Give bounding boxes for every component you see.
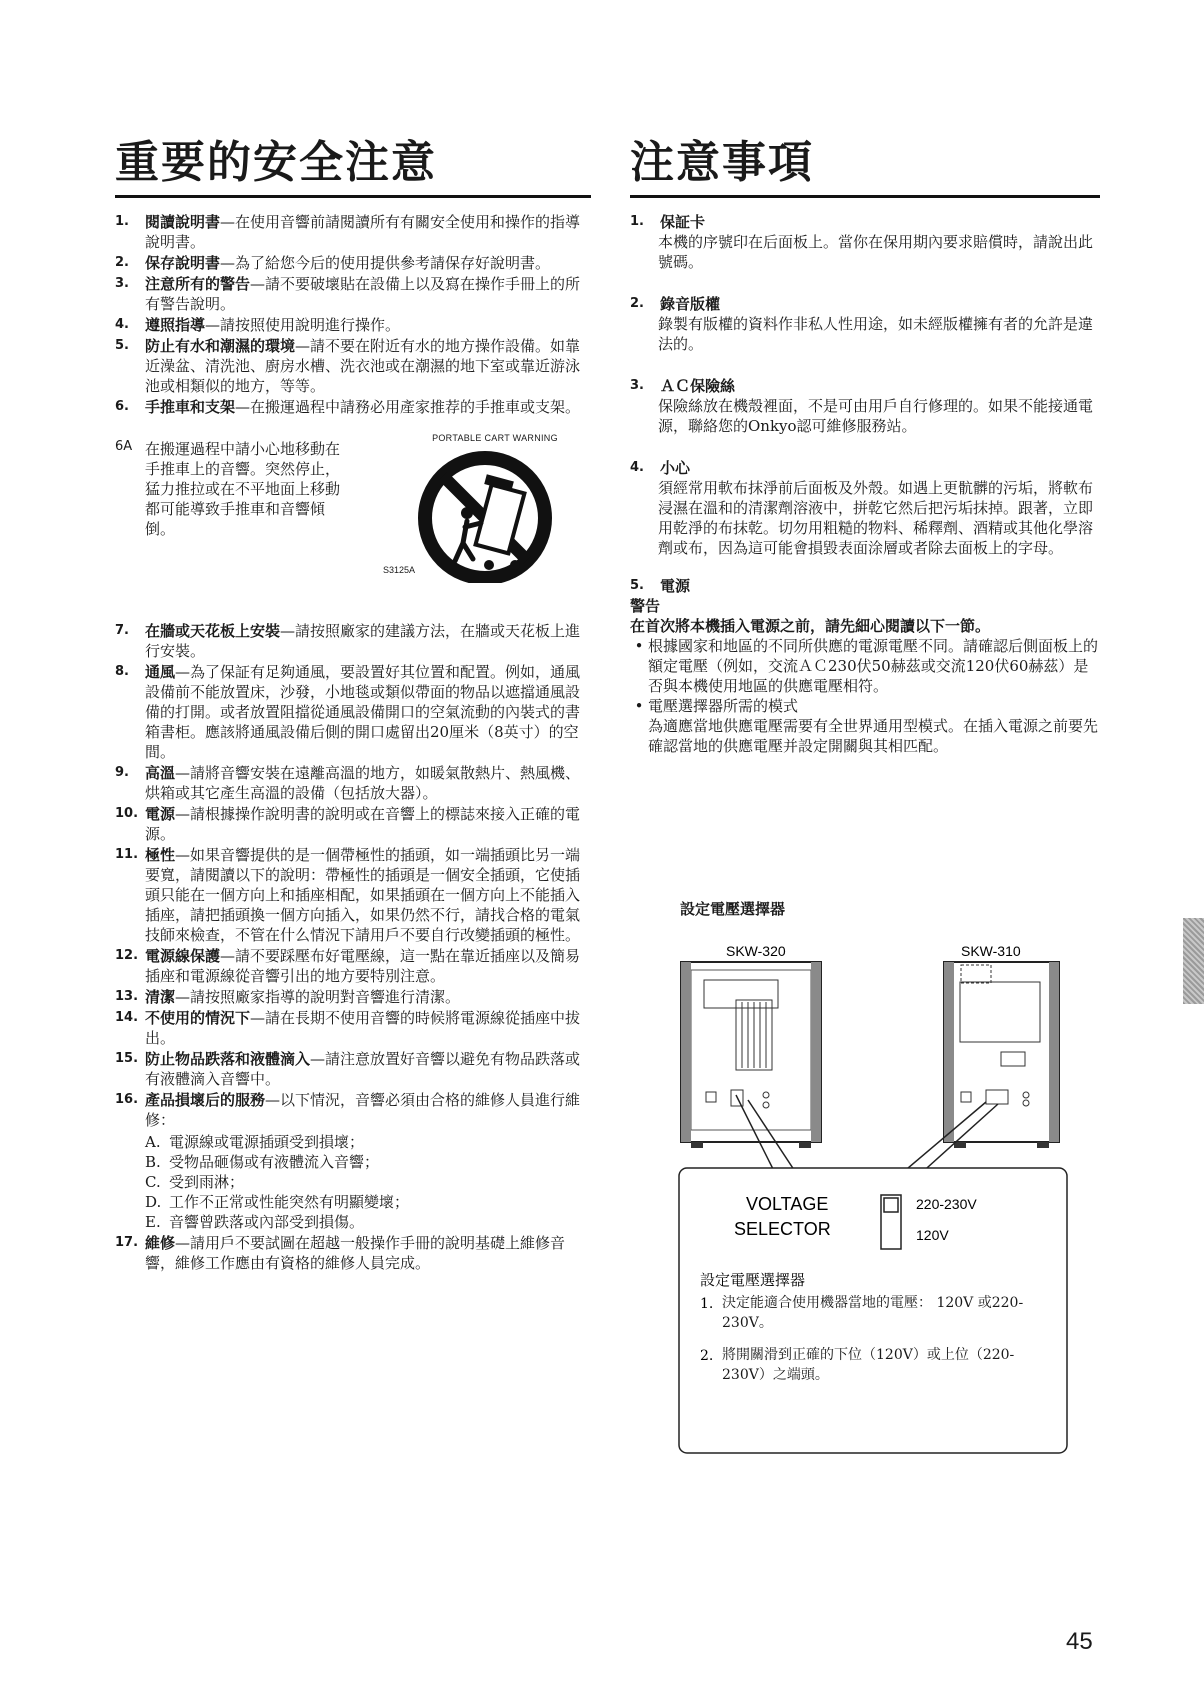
item-text: —請按照使用說明進行操作。 [205,316,401,334]
item-text: —請不要破壞貼在設備上以及寫在操作手冊上的所有警告說明。 [145,275,581,313]
item-num: 17. [115,1235,139,1250]
item-term: 產品損壞后的服務 [145,1091,266,1109]
note-term: ＡＣ保險絲 [660,377,736,395]
item-body [145,987,585,1007]
item-body [145,274,585,314]
diagram-title: 設定電壓選擇器 [680,900,786,918]
item-text: —請將音響安裝在遠離高溫的地方，如暖氣散熱片、熱風機、烘箱或其它產生高溫的設備（包括放大器）。 [145,764,581,802]
power-num: 5. [630,578,644,593]
callout-caption: 設定電壓選擇器 [700,1271,806,1289]
sub-item [145,1172,585,1192]
sub-item-letter: C. [145,1173,161,1191]
item-body [145,336,585,396]
item-text: —請按照廠家的建議方法，在牆或天花板上進行安裝。 [145,622,581,660]
left-title: 重要的安全注意 [115,137,437,188]
item-body [145,315,585,335]
step-1-num: 1. [700,1296,714,1312]
item-body [145,1233,585,1273]
sub-item-text: 受物品砸傷或有液體流入音響； [169,1153,380,1171]
right-title: 注意事項 [630,137,814,188]
item-6a-num: 6A [115,439,133,454]
item-num: 9. [115,765,129,780]
item-body [145,1008,585,1048]
step-2-text: 將開關滑到正確的下位（120V）或上位（220-230V）之端頭。 [722,1347,1015,1383]
title-rule-right [630,195,1100,198]
item-num: 15. [115,1051,139,1066]
safety-item-b-5 [115,946,585,986]
section-tab-marker [1183,918,1204,1004]
note-num: 3. [630,378,644,393]
item-num: 2. [115,255,129,270]
note-item-3 [630,458,1100,558]
item-text: —請根據操作說明書的說明或在音響上的標誌來接入正確的電源。 [145,805,581,843]
safety-item-5 [115,397,585,417]
note-term: 小心 [660,459,691,477]
safety-list-1 [115,212,585,417]
item-num: 6. [115,399,129,414]
item-body [145,397,585,417]
item-num: 4. [115,317,129,332]
sub-item-text: 音響曾跌落或內部受到損傷。 [169,1213,365,1231]
item-num: 8. [115,664,129,679]
item-text: —請在長期不使用音響的時候將電源線從插座中拔出。 [145,1009,581,1047]
item-text: —為了給您今后的使用提供參考請保存好說明書。 [220,254,551,272]
safety-item-b-1 [115,662,585,762]
note-item-0 [630,212,1100,272]
item-num: 3. [115,276,129,291]
safety-item-b-3 [115,804,585,844]
safety-item-b-10 [115,1233,585,1273]
item-term: 高溫 [145,764,176,782]
item-term: 通風 [145,663,176,681]
item-num: 10. [115,806,139,821]
safety-list-2 [115,621,585,1273]
item-text: —以下情況，音響必須由合格的維修人員進行維修： [145,1091,581,1129]
note-item-1 [630,294,1100,354]
item-body [145,946,585,986]
power-warning: 警告 [630,597,661,615]
selector-line1: VOLTAGE [746,1194,829,1214]
cart-warning-code: S3125A [383,565,416,575]
item-text: —如果音響提供的是一個帶極性的插頭，如一端插頭比另一端要寬，請閱讀以下的說明：帶極性的插頭是一個安全插頭，它使插頭只能在一個方向上和插座相配，如果插頭在一個方向上不能插入插座，請把插頭換一個方向插入，如果仍然不行，請找合格的電氣技師來檢查，不管在什么情況下請用戶不要自行改變插頭的極性。 [145,846,581,944]
safety-item-b-8 [115,1049,585,1089]
item-body [145,662,585,762]
note-text: 錄製有版權的資料作非私人性用途，如未經版權擁有者的允許是違法的。 [658,315,1094,353]
item-num: 11. [115,847,139,862]
item-num: 1. [115,214,129,229]
item-term: 閱讀說明書 [145,213,221,231]
item-term: 電源線保護 [145,947,221,965]
note-term: 錄音版權 [660,295,721,313]
safety-item-b-7 [115,1008,585,1048]
item-6a [115,433,585,609]
item-6a-text: 在搬運過程中請小心地移動在手推車上的音響。突然停止，猛力推拉或在不平地面上移動都可能導致手推車和音響傾倒。 [145,440,341,538]
item-num: 16. [115,1092,139,1107]
power-bullet-1: • 根據國家和地區的不同所供應的電源電壓不同。請確認后側面板上的額定電壓（例如，交流ＡＣ230伏50赫茲或交流120伏60赫茲）是否與本機使用地區的供應電壓相符。 [634,637,1099,695]
sub-item-text: 電源線或電源插頭受到損壞； [169,1133,365,1151]
item-term: 注意所有的警告 [145,275,251,293]
item-body [145,804,585,844]
item-body [145,1049,585,1089]
sub-list [145,1132,585,1232]
power-bullet-2-title: 電壓選擇器所需的模式 [648,697,799,715]
sub-item [145,1152,585,1172]
left-column [115,135,585,1274]
sub-item [145,1212,585,1232]
item-num: 14. [115,1010,139,1025]
voltage-low-label: 120V [916,1227,949,1243]
sub-item-letter: E. [145,1213,161,1231]
cart-warning-icon [415,443,575,583]
cart-warning-figure [383,433,575,587]
item-text: —請不要踩壓布好電壓線，這一點在靠近插座以及簡易插座和電源線從音響引出的地方要特別注意。 [145,947,581,985]
selector-line2: SELECTOR [734,1219,831,1239]
note-text: 本機的序號印在后面板上。當你在保用期內要求賠償時，請說出此號碼。 [658,233,1094,271]
voltage-selector-diagram [676,940,1076,1460]
item-term: 電源 [145,805,176,823]
item-term: 維修 [145,1234,176,1252]
sub-item [145,1192,585,1212]
item-term: 遵照指導 [145,316,206,334]
power-bullet-1-text: 根據國家和地區的不同所供應的電源電壓不同。請確認后側面板上的額定電壓（例如，交流ＡＣ230伏50赫茲或交流120伏60赫茲）是否與本機使用地區的供應電壓相符。 [648,637,1099,695]
model-right-label: SKW-310 [961,943,1021,959]
voltage-high-label: 220-230V [916,1196,977,1212]
note-num: 2. [630,296,644,311]
note-num: 1. [630,214,644,229]
right-column [630,135,1100,778]
power-term: 電源 [660,577,691,595]
sub-item-letter: B. [145,1153,161,1171]
item-text: —請用戶不要試圖在超越一般操作手冊的說明基礎上維修音響，維修工作應由有資格的維修人員完成。 [145,1234,566,1272]
safety-item-3 [115,315,585,335]
sub-item-text: 工作不正常或性能突然有明顯變壞； [169,1193,410,1211]
power-section [630,576,1100,756]
item-num: 12. [115,948,139,963]
item-num: 5. [115,338,129,353]
item-num: 7. [115,623,129,638]
sub-item-text: 受到雨淋； [169,1173,245,1191]
safety-item-2 [115,274,585,314]
safety-item-b-6 [115,987,585,1007]
item-term: 手推車和支架 [145,398,236,416]
page-number: 45 [1066,1628,1093,1655]
item-text: —請不要在附近有水的地方操作設備。如靠近澡盆、清洗池、廚房水槽、洗衣池或在潮濕的地下室或靠近游泳池或相類似的地方，等等。 [145,337,581,395]
voltage-switch-knob [884,1198,898,1212]
safety-item-b-2 [115,763,585,803]
item-num: 13. [115,989,139,1004]
note-num: 4. [630,460,644,475]
note-item-2 [630,376,1100,436]
item-body [145,763,585,803]
item-term: 不使用的情況下 [145,1009,251,1027]
power-bullet-2: • 電壓選擇器所需的模式 為適應當地供應電壓需要有全世界通用型模式。在插入電源之前要先確認當地的供應電壓并設定開關與其相匹配。 [634,697,1099,755]
item-term: 極性 [145,846,176,864]
power-bullet-2-text: 為適應當地供應電壓需要有全世界通用型模式。在插入電源之前要先確認當地的供應電壓并設定開關與其相匹配。 [648,717,1099,755]
safety-item-b-4 [115,845,585,945]
item-text: —為了保証有足夠通風，要設置好其位置和配置。例如，通風設備前不能放置床，沙發，小地毯或類似帶面的物品以遮擋通風設備的打開。或者放置阻擋從通風設備開口的空氣流動的內裝式的書箱書柜。應該將通風設備后側的開口處留出20厘米（8英寸）的空間。 [145,663,581,761]
model-left-label: SKW-320 [726,943,786,959]
item-term: 在牆或天花板上安裝 [145,622,281,640]
safety-item-b-0 [115,621,585,661]
item-term: 清潔 [145,988,176,1006]
item-text: —在使用音響前請閱讀所有有關安全使用和操作的指導說明書。 [145,213,581,251]
step-1-text: 決定能適合使用機器當地的電壓： 120V 或220-230V。 [722,1295,1024,1331]
cart-warning-title: PORTABLE CART WARNING [432,433,558,443]
item-term: 保存說明書 [145,254,221,272]
item-text: —請注意放置好音響以避免有物品跌落或有液體滴入音響中。 [145,1050,581,1088]
power-lead: 在首次將本機插入電源之前，請先細心閱讀以下一節。 [630,617,991,635]
sub-item-letter: D. [145,1193,162,1211]
item-body [145,845,585,945]
item-term: 防止有水和潮濕的環境 [145,337,296,355]
note-term: 保証卡 [660,213,706,231]
item-body [145,1090,585,1232]
notes-list [630,212,1100,558]
item-term: 防止物品跌落和液體滴入 [145,1050,311,1068]
safety-item-1 [115,253,585,273]
sub-item [145,1132,585,1152]
safety-item-b-9 [115,1090,585,1232]
item-body [145,253,585,273]
item-text: —在搬運過程中請務必用產家推荐的手推車或支架。 [235,398,581,416]
item-body [145,212,585,252]
safety-item-0 [115,212,585,252]
safety-item-4 [115,336,585,396]
item-body [145,621,585,661]
step-2-num: 2. [700,1348,714,1364]
item-text: —請按照廠家指導的說明對音響進行清潔。 [175,988,461,1006]
sub-item-letter: A. [145,1133,161,1151]
note-text: 須經常用軟布抹淨前后面板及外殼。如遇上更骯髒的污垢，將軟布浸濕在溫和的清潔劑溶液中，拼乾它然后把污垢抹掉。跟著，立即用乾淨的布抹乾。切勿用粗糙的物料、稀釋劑、酒精或其他化學溶劑或布，因為這可能會損毀表面涂層或者除去面板上的字母。 [658,479,1094,557]
note-text: 保險絲放在機殼裡面，不是可由用戶自行修理的。如果不能接通電源，聯絡您的Onkyo認可維修服務站。 [658,397,1094,435]
title-rule [115,195,591,198]
